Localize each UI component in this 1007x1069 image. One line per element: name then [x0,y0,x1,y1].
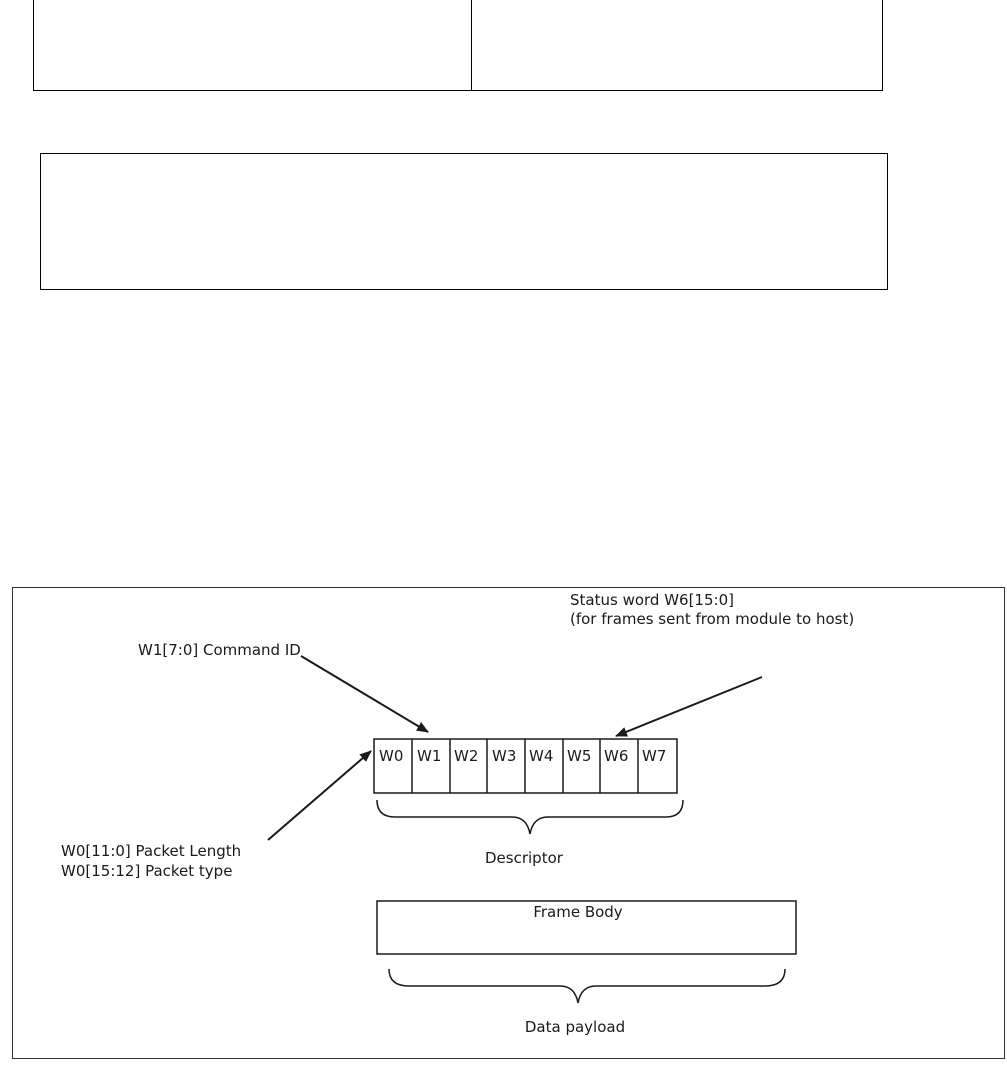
command-id-arrow [301,656,428,732]
middle-table [40,153,888,290]
data-payload-label: Data payload [524,1018,626,1036]
data-payload-brace [389,969,785,1003]
top-table-column-divider [471,0,472,90]
frame-body-label: Frame Body [533,903,623,921]
packet-length-label: W0[11:0] Packet Length [61,842,242,860]
word-w5: W5 [567,747,592,765]
word-w3: W3 [492,747,517,765]
word-w0: W0 [379,747,404,765]
status-word-note: (for frames sent from module to host) [570,610,855,628]
descriptor-brace [377,800,683,834]
status-word-label: Status word W6[15:0] [570,591,734,609]
frame-structure-diagram [13,588,1003,1057]
descriptor-words [374,739,677,793]
word-w4: W4 [529,747,554,765]
command-id-label: W1[7:0] Command ID [138,641,301,659]
status-word-arrow [616,677,762,736]
word-w7: W7 [642,747,667,765]
frame-structure-figure [12,587,1005,1059]
word-w6: W6 [604,747,629,765]
word-w1: W1 [417,747,442,765]
descriptor-label: Descriptor [485,849,563,867]
word-w2: W2 [454,747,479,765]
top-table [33,0,883,91]
packet-type-label: W0[15:12] Packet type [61,862,233,880]
packet-length-arrow [268,751,371,840]
